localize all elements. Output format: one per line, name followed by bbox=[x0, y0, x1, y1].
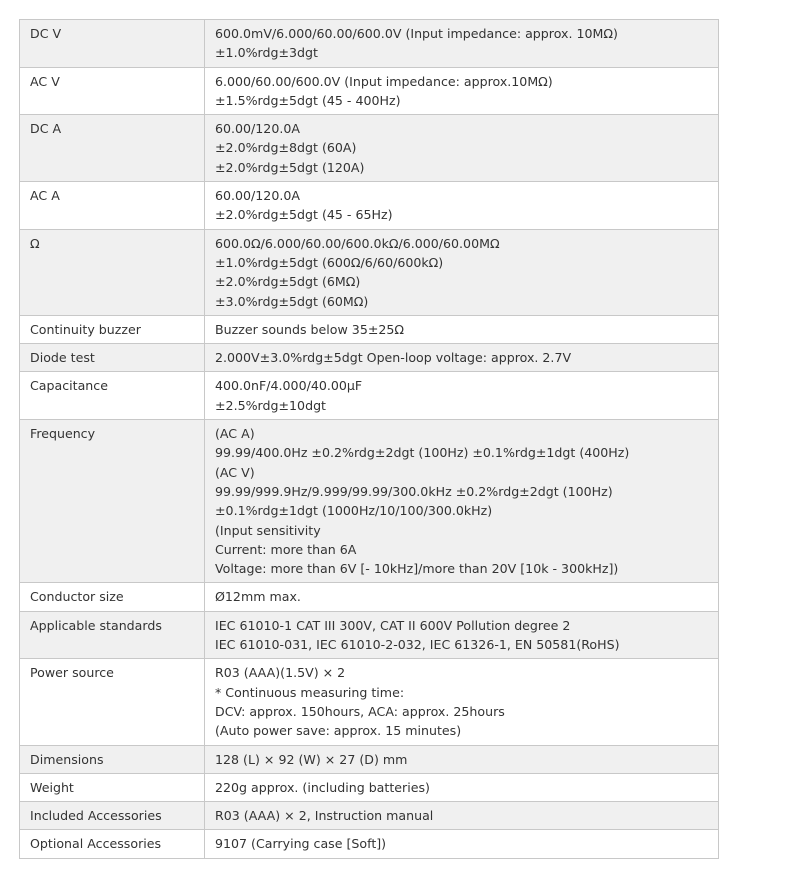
spec-row bbox=[20, 773, 719, 801]
spec-label: Continuity buzzer bbox=[20, 315, 205, 343]
spec-value bbox=[205, 659, 719, 745]
spec-value-line: ±0.1%rdg±1dgt (1000Hz/10/100/300.0kHz) bbox=[215, 503, 493, 519]
spec-label: DC V bbox=[20, 20, 205, 68]
spec-value-line: 600.0Ω/6.000/60.00/600.0kΩ/6.000/60.00MΩ bbox=[215, 235, 500, 251]
spec-value-line: (AC V) bbox=[215, 464, 255, 480]
spec-value bbox=[205, 20, 719, 68]
spec-value-line: (Input sensitivity bbox=[215, 522, 321, 538]
spec-value-line: R03 (AAA)(1.5V) × 2 bbox=[215, 665, 346, 681]
spec-row bbox=[20, 67, 719, 115]
spec-value-line: ±2.5%rdg±10dgt bbox=[215, 397, 326, 413]
spec-value bbox=[205, 229, 719, 315]
spec-value-line: Voltage: more than 6V [- 10kHz]/more than 20V [10k - 300kHz]) bbox=[215, 561, 619, 577]
spec-value-line: Ø12mm max. bbox=[215, 589, 301, 605]
spec-row bbox=[20, 611, 719, 659]
spec-value-line: 60.00/120.0A bbox=[215, 121, 300, 137]
spec-row bbox=[20, 802, 719, 830]
spec-value-line: 6.000/60.00/600.0V (Input impedance: approx.10MΩ) bbox=[215, 73, 553, 89]
spec-value-line: ±1.5%rdg±5dgt (45 - 400Hz) bbox=[215, 92, 401, 108]
spec-label: Optional Accessories bbox=[20, 830, 205, 858]
spec-value-line: 9107 (Carrying case [Soft]) bbox=[215, 836, 387, 852]
spec-label: Conductor size bbox=[20, 583, 205, 611]
spec-value bbox=[205, 344, 719, 372]
spec-value bbox=[205, 745, 719, 773]
spec-value-line: ±1.0%rdg±5dgt (600Ω/6/60/600kΩ) bbox=[215, 254, 444, 270]
spec-label: AC A bbox=[20, 182, 205, 230]
spec-row bbox=[20, 420, 719, 583]
spec-value-line: ±3.0%rdg±5dgt (60MΩ) bbox=[215, 293, 369, 309]
spec-value-line: 220g approx. (including batteries) bbox=[215, 779, 430, 795]
spec-row bbox=[20, 315, 719, 343]
spec-label: Included Accessories bbox=[20, 802, 205, 830]
spec-value-line: (Auto power save: approx. 15 minutes) bbox=[215, 723, 462, 739]
spec-label: Ω bbox=[20, 229, 205, 315]
spec-value-line: ±2.0%rdg±5dgt (45 - 65Hz) bbox=[215, 207, 393, 223]
spec-label: Dimensions bbox=[20, 745, 205, 773]
spec-label: Frequency bbox=[20, 420, 205, 583]
spec-value bbox=[205, 611, 719, 659]
spec-value bbox=[205, 67, 719, 115]
spec-value-line: 128 (L) × 92 (W) × 27 (D) mm bbox=[215, 751, 408, 767]
spec-value-line: 400.0nF/4.000/40.00μF bbox=[215, 378, 363, 394]
spec-value-line: 60.00/120.0A bbox=[215, 188, 300, 204]
spec-table bbox=[19, 19, 719, 859]
spec-label: DC A bbox=[20, 115, 205, 182]
spec-value bbox=[205, 773, 719, 801]
spec-value bbox=[205, 830, 719, 858]
spec-value bbox=[205, 315, 719, 343]
spec-value bbox=[205, 420, 719, 583]
spec-value bbox=[205, 115, 719, 182]
spec-value-line: DCV: approx. 150hours, ACA: approx. 25hours bbox=[215, 703, 505, 719]
spec-value bbox=[205, 182, 719, 230]
spec-value bbox=[205, 372, 719, 420]
spec-value-line: * Continuous measuring time: bbox=[215, 684, 405, 700]
spec-row bbox=[20, 182, 719, 230]
spec-value bbox=[205, 583, 719, 611]
spec-label: Capacitance bbox=[20, 372, 205, 420]
spec-value-line: 2.000V±3.0%rdg±5dgt Open-loop voltage: approx. 2.7V bbox=[215, 350, 572, 366]
spec-value-line: R03 (AAA) × 2, Instruction manual bbox=[215, 808, 434, 824]
spec-label: Weight bbox=[20, 773, 205, 801]
spec-value-line: ±2.0%rdg±5dgt (120A) bbox=[215, 159, 365, 175]
spec-value-line: ±2.0%rdg±5dgt (6MΩ) bbox=[215, 274, 361, 290]
spec-row bbox=[20, 20, 719, 68]
spec-row bbox=[20, 344, 719, 372]
spec-value bbox=[205, 802, 719, 830]
spec-value-line: ±2.0%rdg±8dgt (60A) bbox=[215, 140, 357, 156]
spec-value-line: (AC A) bbox=[215, 426, 255, 442]
spec-value-line: IEC 61010-031, IEC 61010-2-032, IEC 61326-1, EN 50581(RoHS) bbox=[215, 637, 620, 653]
spec-value-line: Current: more than 6A bbox=[215, 541, 357, 557]
spec-label: Power source bbox=[20, 659, 205, 745]
spec-value-line: 99.99/999.9Hz/9.999/99.99/300.0kHz ±0.2%rdg±2dgt (100Hz) bbox=[215, 483, 613, 499]
spec-label: Diode test bbox=[20, 344, 205, 372]
spec-value-line: 600.0mV/6.000/60.00/600.0V (Input impedance: approx. 10MΩ) bbox=[215, 26, 618, 41]
spec-row bbox=[20, 659, 719, 745]
spec-row bbox=[20, 372, 719, 420]
spec-label: Applicable standards bbox=[20, 611, 205, 659]
spec-row bbox=[20, 583, 719, 611]
spec-value-line: IEC 61010-1 CAT III 300V, CAT II 600V Pollution degree 2 bbox=[215, 617, 571, 633]
spec-value-line: 99.99/400.0Hz ±0.2%rdg±2dgt (100Hz) ±0.1%rdg±1dgt (400Hz) bbox=[215, 445, 630, 461]
spec-row bbox=[20, 115, 719, 182]
spec-row bbox=[20, 745, 719, 773]
spec-row bbox=[20, 830, 719, 858]
spec-label: AC V bbox=[20, 67, 205, 115]
spec-row bbox=[20, 229, 719, 315]
spec-value-line: ±1.0%rdg±3dgt bbox=[215, 45, 318, 61]
spec-value-line: Buzzer sounds below 35±25Ω bbox=[215, 321, 405, 337]
spec-table-body bbox=[20, 20, 719, 859]
